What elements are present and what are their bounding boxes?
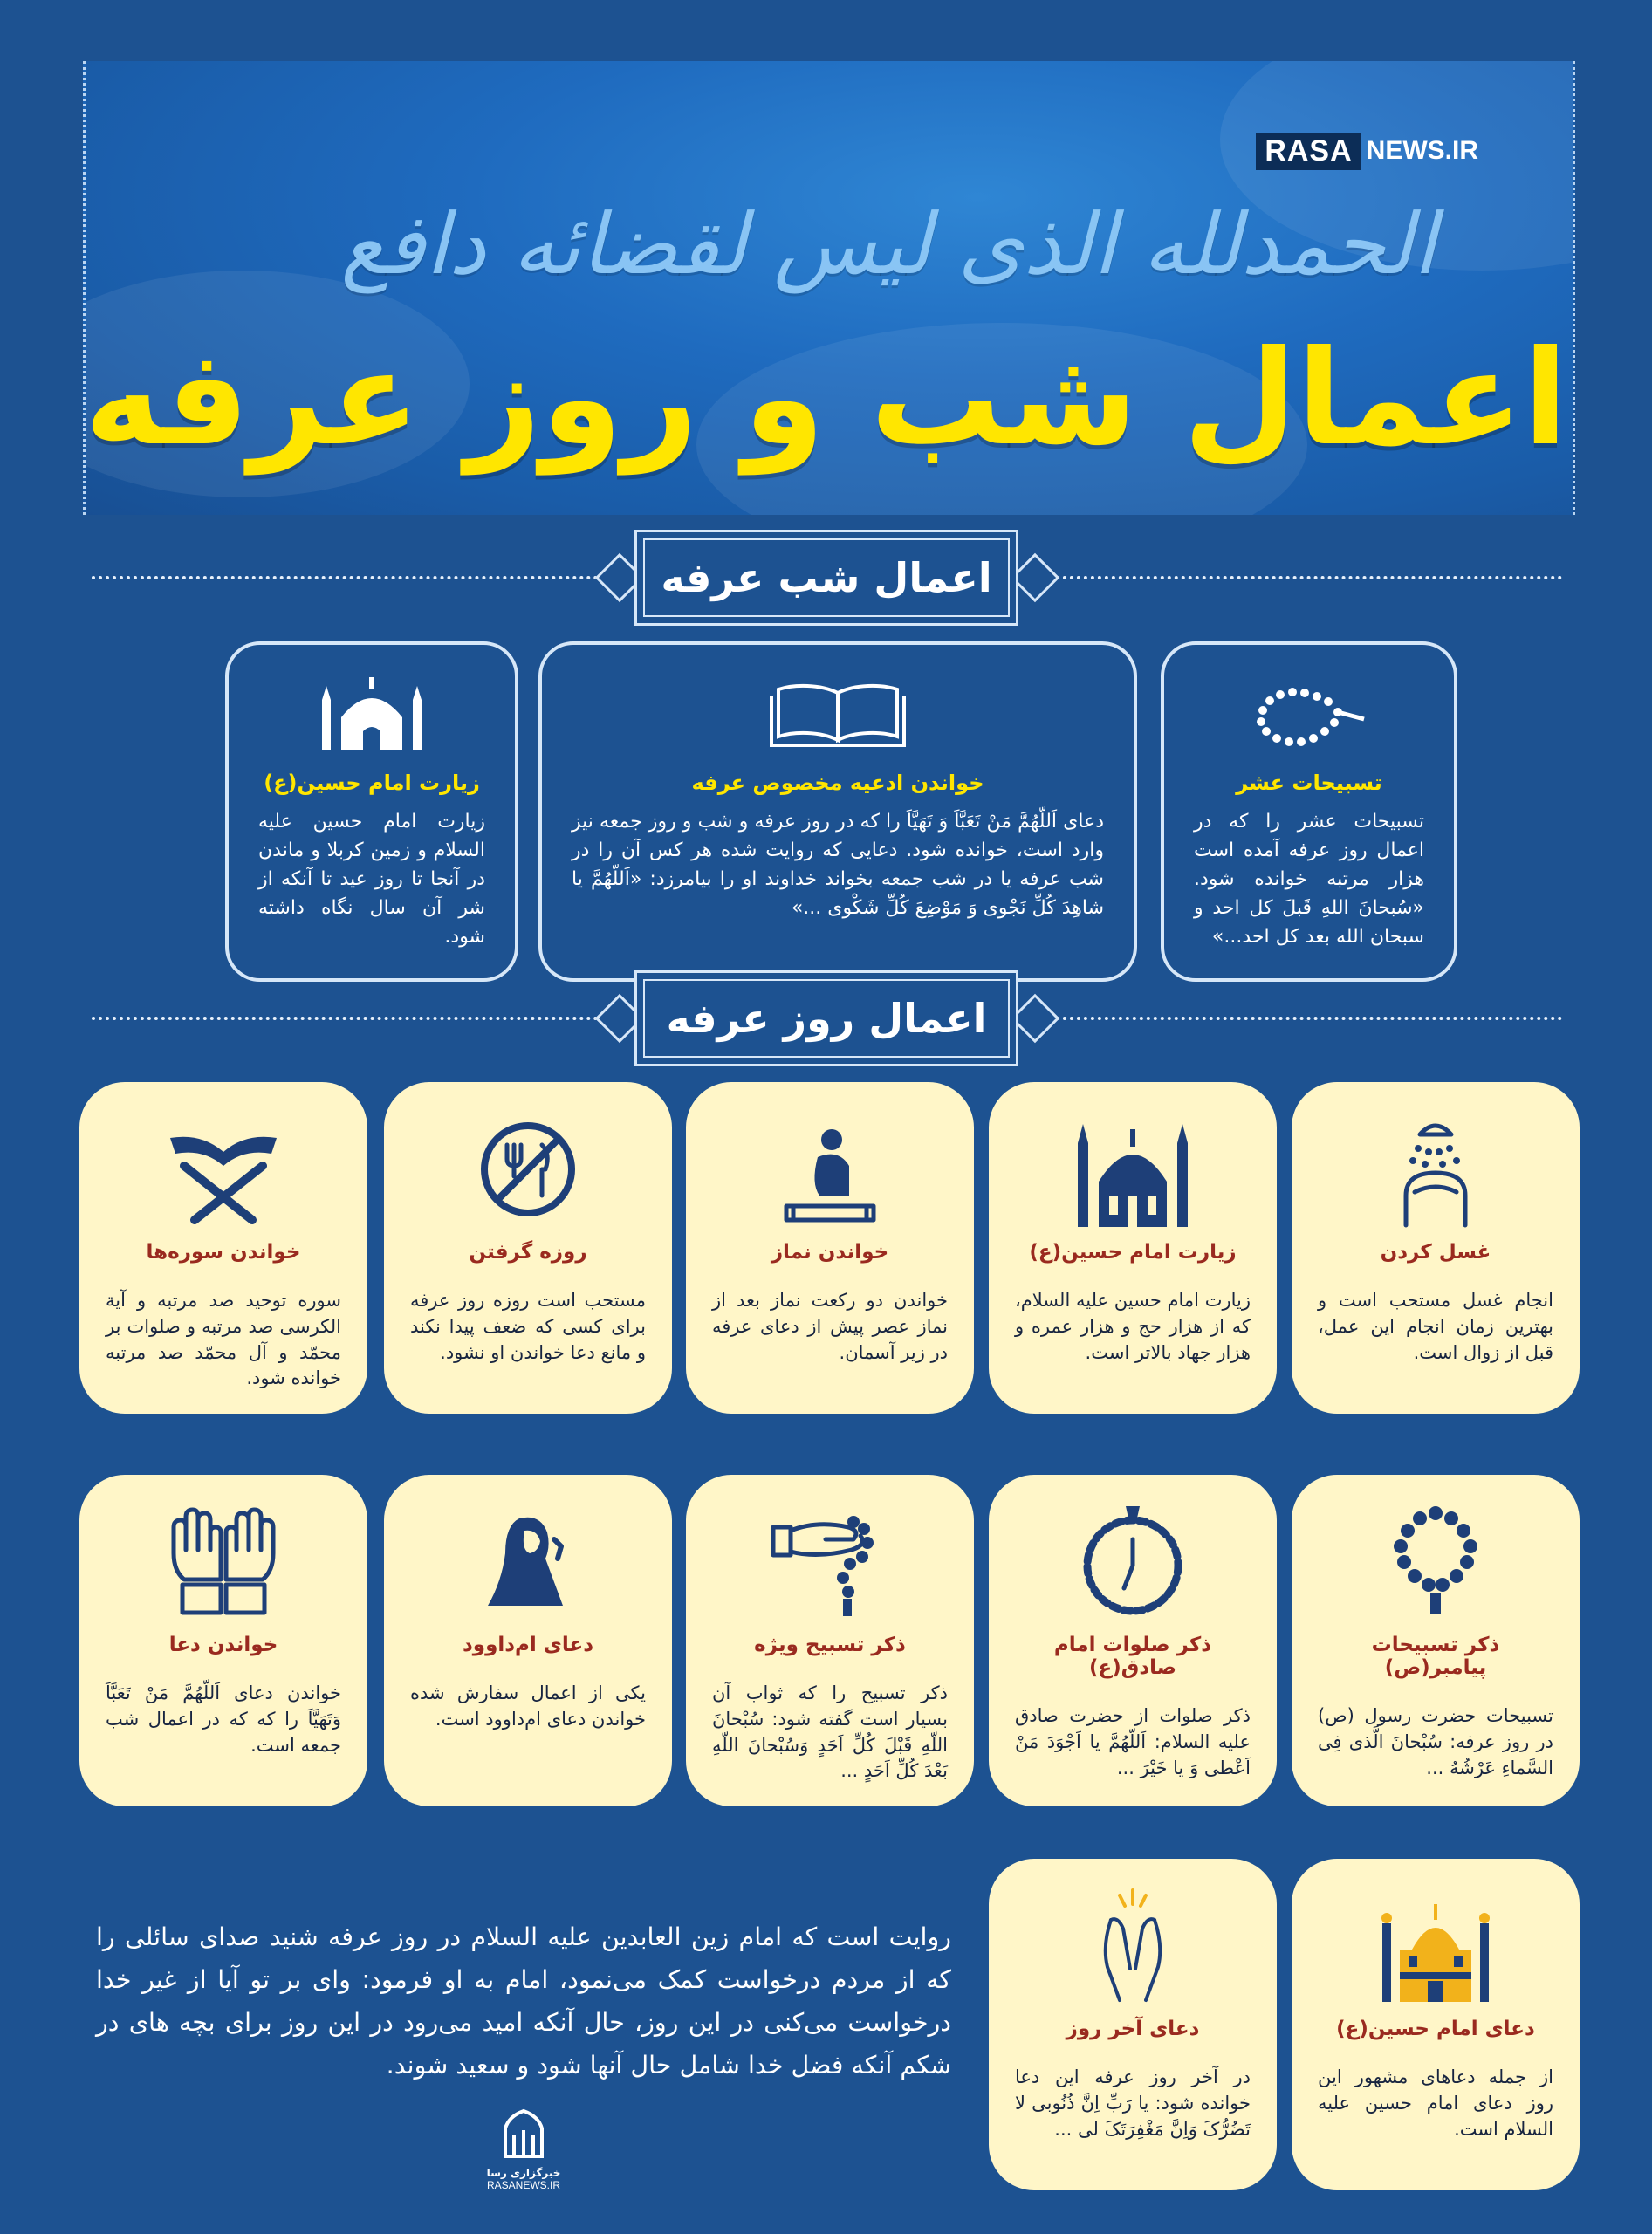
open-book-icon xyxy=(572,669,1104,757)
shrine-icon xyxy=(1015,1108,1251,1230)
day-card-ghusl xyxy=(1292,1082,1580,1414)
night-card-body: تسبیحات عشر را که در اعمال روز عرفه آمده است هزار مرتبه خوانده شود. «سُبحانَ اللهِ قَبلَ کل احد و سبحان الله بعد کل احد...» xyxy=(1194,811,1424,948)
prayer-icon xyxy=(712,1108,948,1230)
mosque-icon xyxy=(258,669,485,757)
page-title: اعمال شب و روز عرفه xyxy=(84,323,1568,475)
day-card-body: زیارت امام حسین علیه السلام، که از هزار حج و هزار عمره و هزار جهاد بالاتر است. xyxy=(1015,1290,1251,1363)
day-card-title: خواندن سوره‌ها xyxy=(146,1241,301,1264)
day-card-title: خواندن نماز xyxy=(771,1241,889,1264)
night-section-heading: اعمال شب عرفه xyxy=(634,530,1018,626)
day-card-body: تسبیحات حضرت رسول (ص) در روز عرفه: سُبْحانَ الَّذی فِی السَّماءِ عَرْشُهُ ... xyxy=(1318,1705,1553,1778)
day-card-sooreh xyxy=(79,1082,367,1414)
day-card-body: یکی از اعمال سفارش شده خواندن دعای ام‌داوود است. xyxy=(410,1682,646,1730)
footer-logo[interactable] xyxy=(471,2107,576,2191)
night-card-title: خواندن ادعیه مخصوص عرفه xyxy=(691,771,984,795)
holy-shrine-icon xyxy=(1318,1885,1553,2007)
day-card-body: از جمله دعاهای مشهور این روز دعای امام حسین علیه السلام است. xyxy=(1318,2066,1553,2140)
section-divider-right xyxy=(1021,576,1562,579)
brand-prefix: RASA xyxy=(1256,133,1361,170)
open-hands-icon xyxy=(106,1501,341,1623)
section-divider-left xyxy=(92,576,633,579)
no-food-icon xyxy=(410,1108,646,1230)
day-card-salawat xyxy=(989,1475,1277,1806)
day-card-doa xyxy=(79,1475,367,1806)
night-card-duas xyxy=(538,641,1137,982)
day-card-title: روزه گرفتن xyxy=(469,1241,587,1264)
day-card-tasbihat-payambar xyxy=(1292,1475,1580,1806)
day-card-doa-imam-hossein xyxy=(1292,1859,1580,2190)
day-card-title: زیارت امام حسین(ع) xyxy=(1029,1241,1237,1264)
brand-logo[interactable] xyxy=(1256,131,1478,171)
day-section-heading: اعمال روز عرفه xyxy=(634,970,1018,1066)
section-divider-left xyxy=(92,1017,633,1020)
hand-beads-icon xyxy=(712,1501,948,1623)
shower-icon xyxy=(1318,1108,1553,1230)
night-card-body: دعای اَللّهُمَّ مَنْ تَعَبَّاَ وَ تَهَیَّاَ را که در روز عرفه و شب و روز جمعه نیز وارد است، خوانده شود. دعایی که روایت شده هر کس آن را در شب عرفه یا در شب جمعه بخواند خداوند او را بیامرزد: «اَللّهُمَّ یا شاهِدَ کُلِّ نَجْوی وَ مَوْضِعَ کُلِّ شَکْوی ...» xyxy=(572,811,1104,919)
day-card-body: ذکر صلوات از حضرت صادق علیه السلام: اَللّهُمَّ یا اَجْوَدَ مَنْ اَعْطی وَ یا خَیْرَ ... xyxy=(1015,1705,1251,1778)
day-card-title: ذکر تسبیحات پیامبر(ص) xyxy=(1371,1634,1500,1679)
day-card-body: انجام غسل مستحب است و بهترین زمان انجام این عمل، قبل از زوال است. xyxy=(1318,1290,1553,1363)
day-card-ziyarat xyxy=(989,1082,1277,1414)
day-card-namaz xyxy=(686,1082,974,1414)
day-card-title: دعای آخر روز xyxy=(1066,2018,1200,2040)
day-card-body: در آخر روز عرفه این دعا خوانده شود: یا رَبِّ اِنَّ ذُنُوبی لا تَضُرُّکَ وَاِنَّ مَغْفِرَتَکَ لی ... xyxy=(1015,2066,1251,2140)
prayer-beads-icon xyxy=(1318,1501,1553,1623)
night-card-title: تسبیحات عشر xyxy=(1236,771,1382,795)
day-card-body: مستحب است روزه روز عرفه برای کسی که ضعف پیدا نکند و مانع دعا خواندن او نشود. xyxy=(410,1290,646,1363)
footer-logo-caption: خبرگزاری رسا xyxy=(486,2167,561,2179)
day-card-title: ذکر صلوات امام صادق(ع) xyxy=(1053,1634,1212,1679)
day-card-title: ذکر تسبیح ویژه xyxy=(754,1634,906,1656)
night-card-body: زیارت امام حسین علیه السلام و زمین کربلا و ماندن در آنجا تا روز عید تا آنکه از شر آن سال نگاه داشته شود. xyxy=(258,811,485,948)
day-card-omm-davood xyxy=(384,1475,672,1806)
day-card-title: غسل کردن xyxy=(1380,1241,1491,1264)
night-card-tasbihat xyxy=(1161,641,1457,982)
footer-narration: روایت است که امام زین العابدین علیه السلام در روز عرفه شنید صدای سائلی را که از مردم درخواست کمک می‌نمود، امام به او فرمود: وای بر تو آیا از غیر خدا درخواست می‌کنی در این روز، حال آنکه امید می‌رود در این روز برای بچه های در شکم آنکه فضل خدا شامل حال آنها شود و سعید شوند. xyxy=(96,1922,951,2080)
day-card-roozeh xyxy=(384,1082,672,1414)
day-card-body: خواندن دعای اَللّهُمَّ مَنْ تَعَبَّاَ وَتَهَیَّاَ را که که در اعمال شب جمعه است. xyxy=(106,1682,341,1756)
day-card-body: خواندن دو رکعت نماز بعد از نماز عصر پیش از دعای عرفه در زیر آسمان. xyxy=(712,1290,948,1363)
rasa-logo-icon xyxy=(493,2107,554,2160)
day-card-title: خواندن دعا xyxy=(168,1634,278,1656)
clock-beads-icon xyxy=(1015,1501,1251,1623)
raised-hands-icon xyxy=(1015,1885,1251,2007)
quran-stand-icon xyxy=(106,1108,341,1230)
night-card-ziyarat xyxy=(225,641,518,982)
section-divider-right xyxy=(1021,1017,1562,1020)
calligraphy-verse: الحمدلله الذی لیس لقضائه دافع xyxy=(340,195,1436,293)
footer-logo-url: RASANEWS.IR xyxy=(486,2179,560,2191)
day-card-tasbih-vijeh xyxy=(686,1475,974,1806)
night-card-title: زیارت امام حسین(ع) xyxy=(264,771,480,795)
praying-woman-icon xyxy=(410,1501,646,1623)
day-card-title: دعای امام حسین(ع) xyxy=(1336,2018,1535,2040)
day-card-title: دعای ام‌داوود xyxy=(462,1634,594,1656)
day-card-body: سوره توحید صد مرتبه و آیة الکرسی صد مرتبه و صلوات بر محمّد و آل محمّد صد مرتبه خوانده شود. xyxy=(106,1290,341,1389)
day-card-doa-akhar-rooz xyxy=(989,1859,1277,2190)
brand-suffix: NEWS.IR xyxy=(1366,136,1478,165)
day-card-body: ذکر تسبیح را که ثواب آن بسیار است گفته شود: سُبْحانَ اللّهِ قَبْلَ کُلِّ اَحَدٍ وَسُبْحانَ اللّهِ بَعْدَ کُلِّ اَحَدٍ ... xyxy=(712,1682,948,1782)
rosary-icon xyxy=(1194,669,1424,757)
